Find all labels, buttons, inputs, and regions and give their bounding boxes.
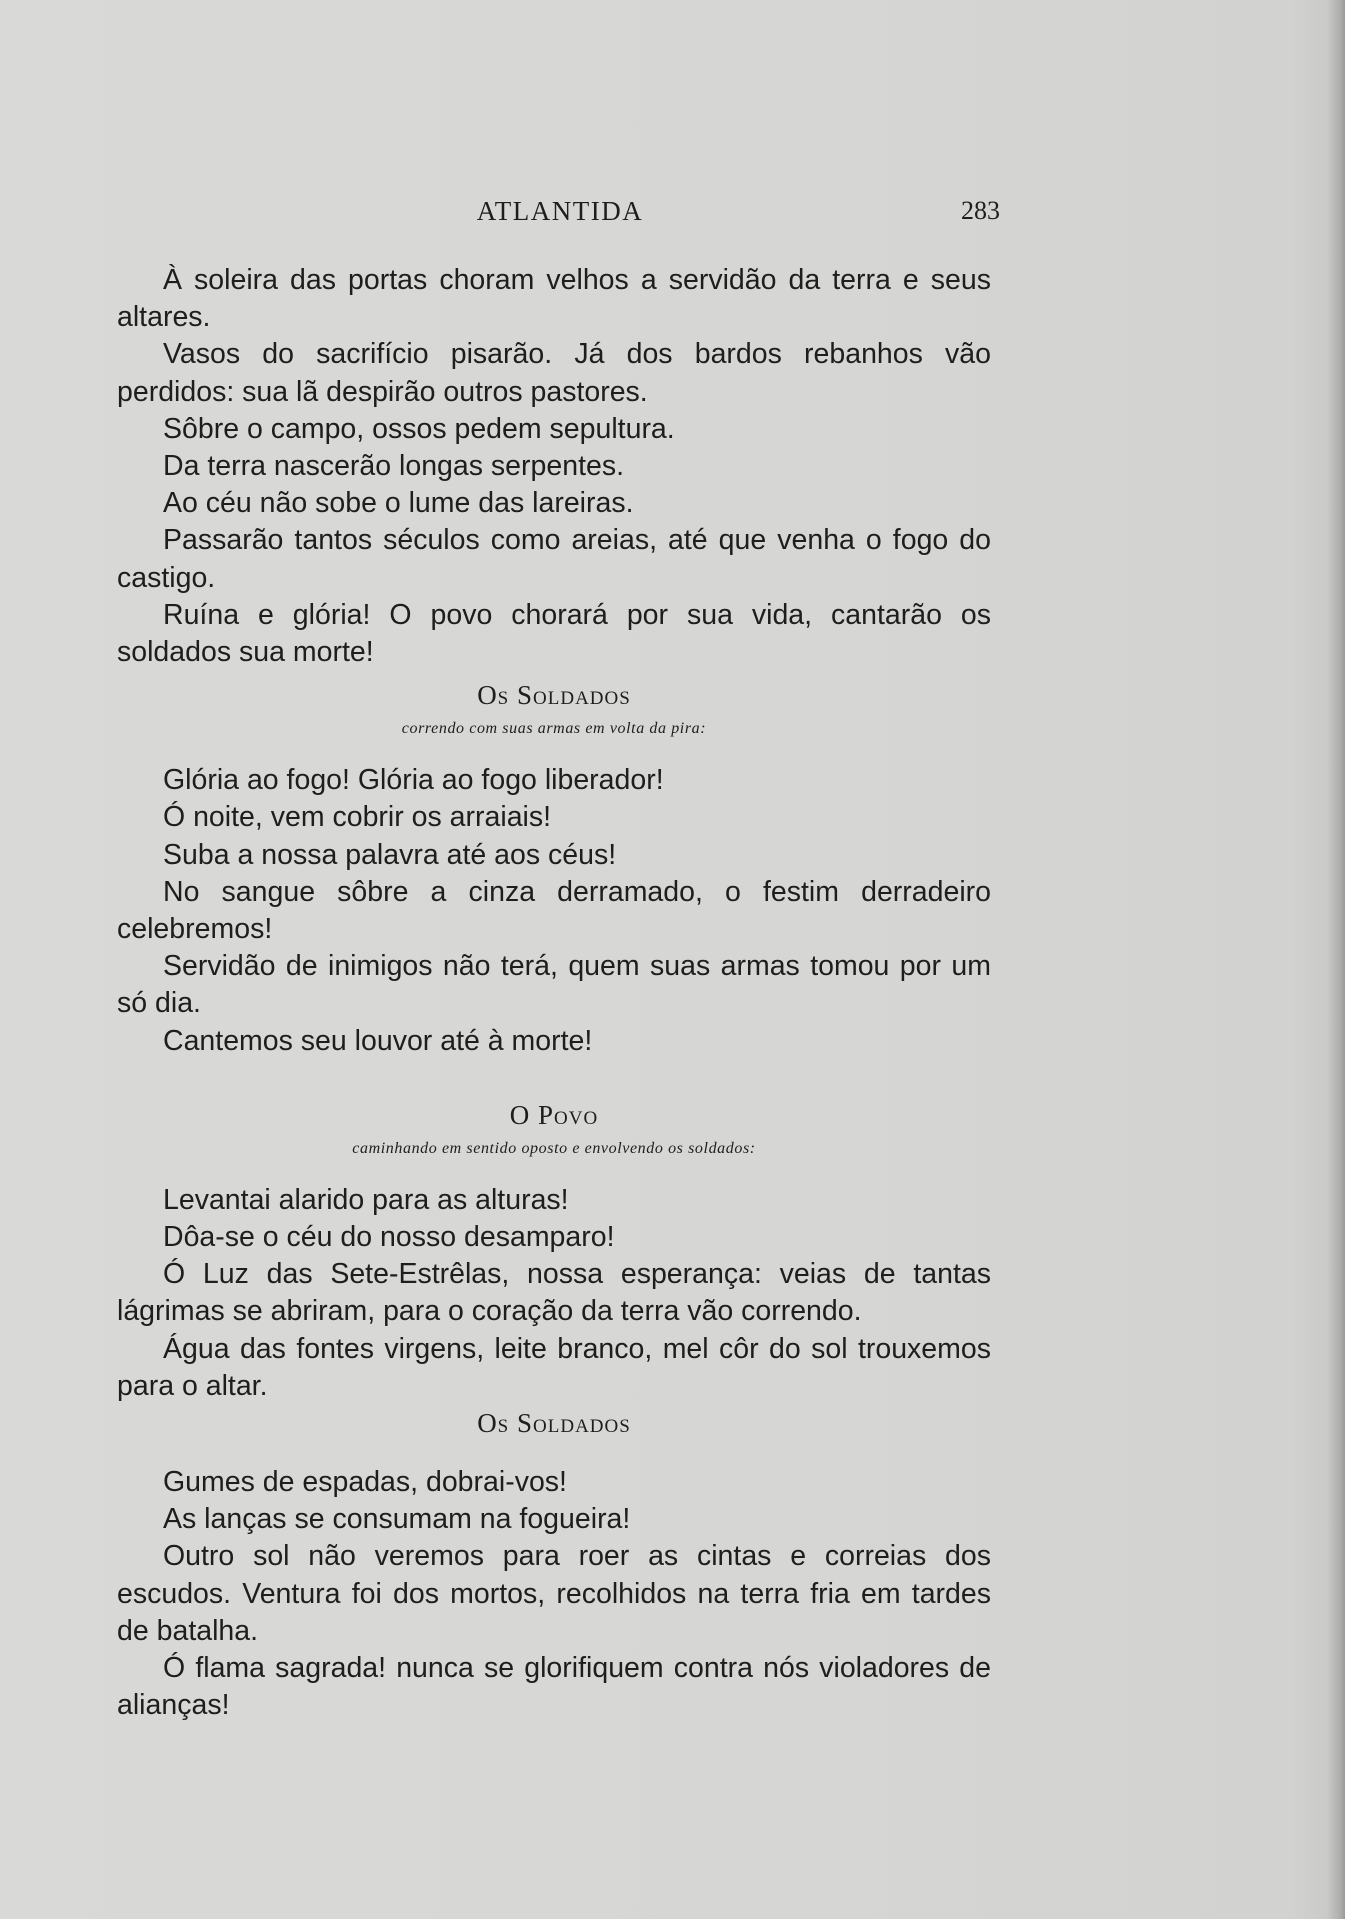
paragraph: Ó noite, vem cobrir os arraiais! — [163, 801, 552, 834]
paragraph: Servidão de inimigos não terá, quem suas armas tomou por um só dia. — [117, 950, 991, 1020]
paragraph: Suba a nossa palavra até aos céus! — [163, 838, 617, 871]
paragraph: Levantai alarido para as alturas! — [163, 1183, 569, 1216]
page-number: 283 — [961, 196, 1000, 225]
speaker-heading: Os Soldados — [477, 1408, 631, 1439]
speaker-heading: O Povo — [509, 1099, 599, 1130]
page-header — [120, 193, 1000, 229]
paragraph: Ao céu não sobe o lume das lareiras. — [163, 487, 634, 520]
paragraph: Ruína e glória! O povo chorará por sua vida, cantarão os soldados sua morte! — [117, 598, 991, 669]
paragraph: Gumes de espadas, dobrai-vos! — [163, 1466, 567, 1499]
running-title: ATLANTIDA — [476, 196, 644, 226]
paragraph: Sôbre o campo, ossos pedem sepultura. — [163, 412, 675, 445]
stage-direction: caminhando em sentido oposto e envolvendo os soldados: — [352, 1139, 756, 1157]
paragraph: No sangue sôbre a cinza derramado, o festim derradeiro celebremos! — [117, 875, 991, 946]
paragraph: À soleira das portas choram velhos a servidão da terra e seus altares. — [117, 264, 991, 334]
paragraph: Da terra nascerão longas serpentes. — [163, 450, 625, 483]
speaker-heading: Os Soldados — [477, 680, 631, 711]
paragraph: Ó Luz das Sete-Estrêlas, nossa esperança: veias de tantas lágrimas se abriram, para o coração da terra vão correndo. — [117, 1258, 991, 1328]
body-text — [117, 262, 991, 1725]
paragraph: Glória ao fogo! Glória ao fogo liberador! — [163, 764, 664, 797]
paragraph: As lanças se consumam na fogueira! — [163, 1503, 631, 1536]
paragraph: Passarão tantos séculos como areias, até que venha o fogo do castigo. — [117, 524, 991, 594]
paragraph: Vasos do sacrifício pisarão. Já dos bardos rebanhos vão perdidos: sua lã despirão outros pastores. — [117, 338, 991, 408]
stage-direction: correndo com suas armas em volta da pira: — [401, 720, 707, 738]
paragraph: Dôa-se o céu do nosso desamparo! — [163, 1221, 615, 1254]
paragraph: Cantemos seu louvor até à morte! — [163, 1024, 593, 1057]
spacer — [117, 1442, 991, 1464]
paragraph: Ó flama sagrada! nunca se glorifiquem contra nós violadores de alianças! — [117, 1652, 991, 1722]
paragraph: Outro sol não veremos para roer as cintas e correias dos escudos. Ventura foi dos mortos, recolhidos na terra fria em tardes de batalha. — [117, 1540, 991, 1647]
page-edge-shadow — [1327, 0, 1345, 1919]
paragraph: Água das fontes virgens, leite branco, mel côr do sol trouxemos para o altar. — [117, 1332, 991, 1402]
